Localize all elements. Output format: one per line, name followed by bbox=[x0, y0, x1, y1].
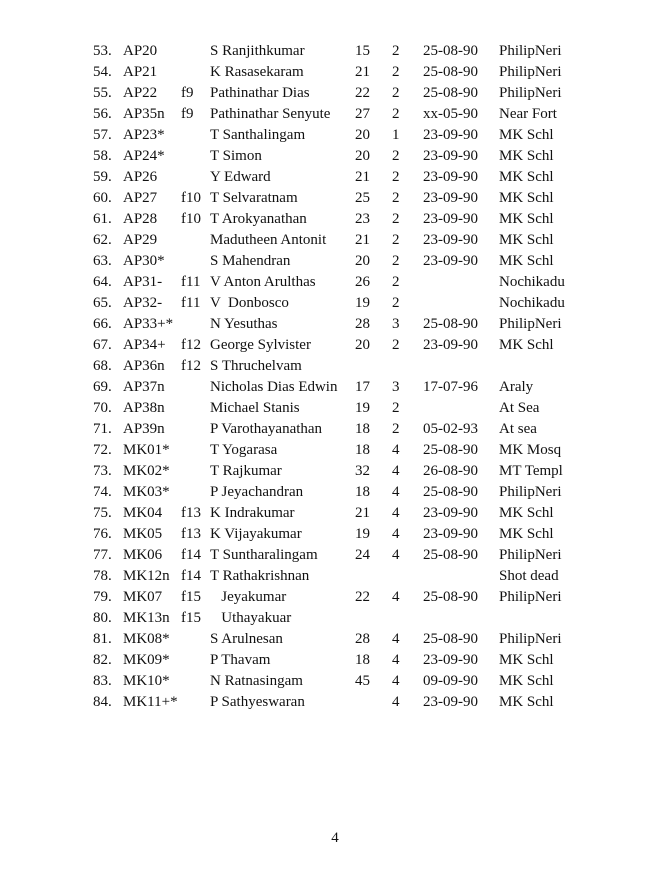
record-number: 81. bbox=[93, 631, 112, 647]
record-code: AP26 bbox=[123, 169, 158, 185]
group-value: 2 bbox=[392, 211, 400, 227]
record-code: AP27 bbox=[123, 190, 158, 206]
person-name: T Santhalingam bbox=[210, 127, 306, 143]
group-value: 4 bbox=[392, 652, 400, 668]
record-number: 71. bbox=[93, 421, 112, 437]
record-code: AP28 bbox=[123, 211, 158, 227]
date-value: 25-08-90 bbox=[423, 43, 478, 59]
date-value: 23-09-90 bbox=[423, 148, 478, 164]
record-code: AP39n bbox=[123, 421, 165, 437]
table-row bbox=[93, 83, 579, 104]
record-code: AP21 bbox=[123, 64, 158, 80]
family-tag bbox=[181, 41, 210, 62]
record-code: AP38n bbox=[123, 400, 165, 416]
group-value: 4 bbox=[392, 631, 400, 647]
person-name: S Thruchelvam bbox=[210, 358, 302, 374]
age-value: 21 bbox=[355, 505, 370, 521]
person-name: Nicholas Dias Edwin bbox=[210, 379, 338, 395]
date-value: 25-08-90 bbox=[423, 442, 478, 458]
age-value: 25 bbox=[355, 190, 370, 206]
family-tag: f14 bbox=[181, 547, 201, 563]
group-value: 4 bbox=[392, 673, 400, 689]
table-row bbox=[93, 356, 579, 377]
table-row bbox=[93, 503, 579, 524]
table-row bbox=[93, 125, 579, 146]
record-number: 59. bbox=[93, 169, 112, 185]
person-name: T Rathakrishnan bbox=[210, 568, 310, 584]
age-value bbox=[355, 692, 392, 713]
date-value: 17-07-96 bbox=[423, 379, 478, 395]
age-value: 22 bbox=[355, 85, 370, 101]
person-name: K Vijayakumar bbox=[210, 526, 302, 542]
record-code: AP35n bbox=[123, 106, 165, 122]
date-value: 23-09-90 bbox=[423, 190, 478, 206]
place-value: PhilipNeri bbox=[499, 64, 562, 80]
record-number: 53. bbox=[93, 43, 112, 59]
table-row bbox=[93, 671, 579, 692]
age-value: 26 bbox=[355, 274, 370, 290]
date-value: 25-08-90 bbox=[423, 85, 478, 101]
family-tag bbox=[181, 251, 210, 272]
record-number: 69. bbox=[93, 379, 112, 395]
person-name: S Arulnesan bbox=[210, 631, 283, 647]
family-tag bbox=[181, 461, 210, 482]
person-name: T Rajkumar bbox=[210, 463, 282, 479]
record-code: AP37n bbox=[123, 379, 165, 395]
table-row bbox=[93, 629, 579, 650]
place-value: MK Schl bbox=[499, 673, 554, 689]
record-code: AP30* bbox=[123, 253, 165, 269]
family-tag bbox=[181, 482, 210, 503]
date-value bbox=[423, 356, 499, 377]
age-value: 27 bbox=[355, 106, 370, 122]
group-value: 2 bbox=[392, 337, 400, 353]
age-value: 28 bbox=[355, 316, 370, 332]
date-value: 25-08-90 bbox=[423, 484, 478, 500]
record-code: AP23* bbox=[123, 127, 165, 143]
family-tag bbox=[181, 377, 210, 398]
family-tag: f12 bbox=[181, 337, 201, 353]
record-number: 65. bbox=[93, 295, 112, 311]
family-tag: f11 bbox=[181, 274, 201, 290]
age-value: 21 bbox=[355, 169, 370, 185]
family-tag bbox=[181, 419, 210, 440]
record-number: 78. bbox=[93, 568, 112, 584]
date-value: 23-09-90 bbox=[423, 526, 478, 542]
person-name: K Indrakumar bbox=[210, 505, 295, 521]
place-value: MK Schl bbox=[499, 211, 554, 227]
person-name: Michael Stanis bbox=[210, 400, 300, 416]
person-name: Uthayakuar bbox=[210, 610, 292, 626]
family-tag: f13 bbox=[181, 526, 201, 542]
record-number: 64. bbox=[93, 274, 112, 290]
date-value: 23-09-90 bbox=[423, 694, 478, 710]
place-value: PhilipNeri bbox=[499, 316, 562, 332]
family-tag bbox=[181, 125, 210, 146]
record-code: MK09* bbox=[123, 652, 170, 668]
place-value: MK Schl bbox=[499, 337, 554, 353]
family-tag bbox=[181, 671, 210, 692]
table-row bbox=[93, 41, 579, 62]
record-number: 73. bbox=[93, 463, 112, 479]
family-tag: f11 bbox=[181, 295, 201, 311]
date-value bbox=[423, 398, 499, 419]
record-code: MK05 bbox=[123, 526, 163, 542]
place-value: PhilipNeri bbox=[499, 43, 562, 59]
table-row bbox=[93, 230, 579, 251]
place-value: PhilipNeri bbox=[499, 547, 562, 563]
record-number: 61. bbox=[93, 211, 112, 227]
date-value: 23-09-90 bbox=[423, 505, 478, 521]
age-value bbox=[355, 566, 392, 587]
age-value: 28 bbox=[355, 631, 370, 647]
person-name: V Donbosco bbox=[210, 295, 289, 311]
age-value: 22 bbox=[355, 589, 370, 605]
group-value: 2 bbox=[392, 400, 400, 416]
group-value: 4 bbox=[392, 547, 400, 563]
age-value: 19 bbox=[355, 526, 370, 542]
record-number: 72. bbox=[93, 442, 112, 458]
person-name: Madutheen Antonit bbox=[210, 232, 327, 248]
record-code: MK11+* bbox=[123, 694, 178, 710]
record-code: AP24* bbox=[123, 148, 165, 164]
place-value: MK Schl bbox=[499, 232, 554, 248]
place-value bbox=[499, 356, 579, 377]
family-tag: f15 bbox=[181, 610, 201, 626]
date-value: 23-09-90 bbox=[423, 652, 478, 668]
place-value: Near Fort bbox=[499, 106, 557, 122]
group-value: 2 bbox=[392, 148, 400, 164]
family-tag: f9 bbox=[181, 106, 194, 122]
page-number: 4 bbox=[331, 830, 339, 846]
record-code: MK12n bbox=[123, 568, 170, 584]
place-value: MK Schl bbox=[499, 694, 554, 710]
place-value: MK Schl bbox=[499, 190, 554, 206]
group-value bbox=[392, 608, 423, 629]
record-number: 79. bbox=[93, 589, 112, 605]
place-value: Shot dead bbox=[499, 568, 559, 584]
date-value: xx-05-90 bbox=[423, 106, 478, 122]
place-value: PhilipNeri bbox=[499, 631, 562, 647]
person-name: T Simon bbox=[210, 148, 262, 164]
table-row bbox=[93, 293, 579, 314]
person-name: V Anton Arulthas bbox=[210, 274, 316, 290]
place-value: MK Schl bbox=[499, 526, 554, 542]
group-value: 4 bbox=[392, 694, 400, 710]
record-number: 70. bbox=[93, 400, 112, 416]
record-number: 77. bbox=[93, 547, 112, 563]
table-row bbox=[93, 440, 579, 461]
person-name: T Selvaratnam bbox=[210, 190, 298, 206]
family-tag: f9 bbox=[181, 85, 194, 101]
record-number: 63. bbox=[93, 253, 112, 269]
record-number: 82. bbox=[93, 652, 112, 668]
table-row bbox=[93, 167, 579, 188]
group-value: 2 bbox=[392, 106, 400, 122]
table-row bbox=[93, 566, 579, 587]
table-row bbox=[93, 272, 579, 293]
record-code: MK08* bbox=[123, 631, 170, 647]
place-value: PhilipNeri bbox=[499, 484, 562, 500]
table-row bbox=[93, 62, 579, 83]
family-tag bbox=[181, 146, 210, 167]
record-code: AP22 bbox=[123, 85, 158, 101]
date-value: 23-09-90 bbox=[423, 253, 478, 269]
person-name: S Mahendran bbox=[210, 253, 291, 269]
age-value: 20 bbox=[355, 127, 370, 143]
date-value: 23-09-90 bbox=[423, 127, 478, 143]
place-value: PhilipNeri bbox=[499, 589, 562, 605]
date-value: 25-08-90 bbox=[423, 64, 478, 80]
record-code: MK13n bbox=[123, 610, 170, 626]
group-value: 3 bbox=[392, 316, 400, 332]
person-name: P Varothayanathan bbox=[210, 421, 323, 437]
group-value: 1 bbox=[392, 127, 400, 143]
record-number: 68. bbox=[93, 358, 112, 374]
record-number: 62. bbox=[93, 232, 112, 248]
table-row bbox=[93, 587, 579, 608]
place-value: PhilipNeri bbox=[499, 85, 562, 101]
table-row bbox=[93, 545, 579, 566]
age-value: 18 bbox=[355, 484, 370, 500]
date-value: 26-08-90 bbox=[423, 463, 478, 479]
place-value bbox=[499, 608, 579, 629]
age-value bbox=[355, 356, 392, 377]
record-code: AP29 bbox=[123, 232, 158, 248]
date-value bbox=[423, 566, 499, 587]
person-name: Pathinathar Dias bbox=[210, 85, 310, 101]
age-value: 21 bbox=[355, 64, 370, 80]
age-value: 18 bbox=[355, 421, 370, 437]
family-tag: f15 bbox=[181, 589, 201, 605]
place-value: MK Schl bbox=[499, 253, 554, 269]
record-code: MK01* bbox=[123, 442, 170, 458]
table-row bbox=[93, 188, 579, 209]
date-value: 25-08-90 bbox=[423, 631, 478, 647]
place-value: MK Schl bbox=[499, 505, 554, 521]
person-name: P Sathyeswaran bbox=[210, 694, 305, 710]
person-name: T Yogarasa bbox=[210, 442, 278, 458]
record-number: 66. bbox=[93, 316, 112, 332]
group-value bbox=[392, 356, 423, 377]
table-row bbox=[93, 398, 579, 419]
family-tag bbox=[181, 398, 210, 419]
record-code: AP33+* bbox=[123, 316, 174, 332]
family-tag: f12 bbox=[181, 358, 201, 374]
date-value bbox=[423, 272, 499, 293]
group-value bbox=[392, 566, 423, 587]
age-value: 17 bbox=[355, 379, 370, 395]
family-tag bbox=[181, 62, 210, 83]
record-code: AP32- bbox=[123, 295, 163, 311]
table-row bbox=[93, 104, 579, 125]
age-value: 18 bbox=[355, 442, 370, 458]
group-value: 2 bbox=[392, 232, 400, 248]
record-code: MK06 bbox=[123, 547, 163, 563]
table-row bbox=[93, 650, 579, 671]
age-value: 19 bbox=[355, 295, 370, 311]
age-value: 32 bbox=[355, 463, 370, 479]
table-row bbox=[93, 251, 579, 272]
place-value: MT Templ bbox=[499, 463, 563, 479]
record-number: 83. bbox=[93, 673, 112, 689]
date-value: 23-09-90 bbox=[423, 169, 478, 185]
record-number: 75. bbox=[93, 505, 112, 521]
age-value: 24 bbox=[355, 547, 370, 563]
table-row bbox=[93, 377, 579, 398]
record-code: AP31- bbox=[123, 274, 163, 290]
person-name: Y Edward bbox=[210, 169, 271, 185]
age-value: 21 bbox=[355, 232, 370, 248]
age-value: 20 bbox=[355, 148, 370, 164]
record-code: AP20 bbox=[123, 43, 158, 59]
records-table bbox=[93, 41, 579, 713]
place-value: MK Schl bbox=[499, 148, 554, 164]
person-name: K Rasasekaram bbox=[210, 64, 304, 80]
group-value: 2 bbox=[392, 190, 400, 206]
date-value: 23-09-90 bbox=[423, 337, 478, 353]
record-number: 80. bbox=[93, 610, 112, 626]
family-tag: f13 bbox=[181, 505, 201, 521]
age-value: 18 bbox=[355, 652, 370, 668]
group-value: 2 bbox=[392, 43, 400, 59]
family-tag bbox=[181, 629, 210, 650]
table-row bbox=[93, 335, 579, 356]
age-value: 45 bbox=[355, 673, 370, 689]
record-number: 58. bbox=[93, 148, 112, 164]
family-tag bbox=[181, 440, 210, 461]
group-value: 3 bbox=[392, 379, 400, 395]
record-number: 54. bbox=[93, 64, 112, 80]
date-value: 05-02-93 bbox=[423, 421, 478, 437]
record-code: AP36n bbox=[123, 358, 165, 374]
date-value bbox=[423, 608, 499, 629]
record-number: 74. bbox=[93, 484, 112, 500]
group-value: 2 bbox=[392, 421, 400, 437]
place-value: MK Schl bbox=[499, 127, 554, 143]
records-table-body bbox=[93, 41, 579, 713]
person-name: T Arokyanathan bbox=[210, 211, 307, 227]
age-value: 20 bbox=[355, 337, 370, 353]
age-value bbox=[355, 608, 392, 629]
family-tag bbox=[181, 314, 210, 335]
place-value: MK Schl bbox=[499, 652, 554, 668]
table-row bbox=[93, 419, 579, 440]
place-value: At Sea bbox=[499, 400, 540, 416]
group-value: 2 bbox=[392, 295, 400, 311]
table-row bbox=[93, 692, 579, 713]
place-value: Araly bbox=[499, 379, 534, 395]
family-tag bbox=[181, 650, 210, 671]
age-value: 20 bbox=[355, 253, 370, 269]
place-value: MK Mosq bbox=[499, 442, 562, 458]
record-number: 60. bbox=[93, 190, 112, 206]
person-name: N Yesuthas bbox=[210, 316, 278, 332]
age-value: 23 bbox=[355, 211, 370, 227]
record-number: 84. bbox=[93, 694, 112, 710]
record-code: MK03* bbox=[123, 484, 170, 500]
record-code: MK10* bbox=[123, 673, 170, 689]
group-value: 2 bbox=[392, 85, 400, 101]
person-name: Jeyakumar bbox=[210, 589, 287, 605]
group-value: 4 bbox=[392, 484, 400, 500]
person-name: P Jeyachandran bbox=[210, 484, 304, 500]
person-name: S Ranjithkumar bbox=[210, 43, 305, 59]
date-value: 23-09-90 bbox=[423, 211, 478, 227]
place-value: MK Schl bbox=[499, 169, 554, 185]
age-value: 19 bbox=[355, 400, 370, 416]
table-row bbox=[93, 461, 579, 482]
group-value: 4 bbox=[392, 463, 400, 479]
group-value: 4 bbox=[392, 505, 400, 521]
person-name: Pathinathar Senyute bbox=[210, 106, 331, 122]
date-value: 25-08-90 bbox=[423, 316, 478, 332]
place-value: At sea bbox=[499, 421, 537, 437]
record-code: MK07 bbox=[123, 589, 163, 605]
person-name: N Ratnasingam bbox=[210, 673, 303, 689]
group-value: 2 bbox=[392, 64, 400, 80]
record-number: 56. bbox=[93, 106, 112, 122]
record-code: MK04 bbox=[123, 505, 163, 521]
date-value bbox=[423, 293, 499, 314]
table-row bbox=[93, 314, 579, 335]
record-code: MK02* bbox=[123, 463, 170, 479]
family-tag bbox=[181, 167, 210, 188]
family-tag bbox=[181, 230, 210, 251]
record-number: 55. bbox=[93, 85, 112, 101]
table-row bbox=[93, 524, 579, 545]
age-value: 15 bbox=[355, 43, 370, 59]
group-value: 2 bbox=[392, 274, 400, 290]
table-row bbox=[93, 146, 579, 167]
person-name: George Sylvister bbox=[210, 337, 311, 353]
record-number: 57. bbox=[93, 127, 112, 143]
group-value: 2 bbox=[392, 253, 400, 269]
date-value: 09-09-90 bbox=[423, 673, 478, 689]
group-value: 4 bbox=[392, 589, 400, 605]
record-number: 67. bbox=[93, 337, 112, 353]
family-tag: f10 bbox=[181, 211, 201, 227]
place-value: Nochikadu bbox=[499, 295, 565, 311]
family-tag bbox=[181, 692, 210, 713]
person-name: P Thavam bbox=[210, 652, 271, 668]
family-tag: f10 bbox=[181, 190, 201, 206]
table-row bbox=[93, 482, 579, 503]
date-value: 25-08-90 bbox=[423, 547, 478, 563]
date-value: 25-08-90 bbox=[423, 589, 478, 605]
group-value: 4 bbox=[392, 442, 400, 458]
family-tag: f14 bbox=[181, 568, 201, 584]
person-name: T Suntharalingam bbox=[210, 547, 318, 563]
place-value: Nochikadu bbox=[499, 274, 565, 290]
group-value: 4 bbox=[392, 526, 400, 542]
date-value: 23-09-90 bbox=[423, 232, 478, 248]
table-row bbox=[93, 209, 579, 230]
group-value: 2 bbox=[392, 169, 400, 185]
record-number: 76. bbox=[93, 526, 112, 542]
table-row bbox=[93, 608, 579, 629]
record-code: AP34+ bbox=[123, 337, 166, 353]
